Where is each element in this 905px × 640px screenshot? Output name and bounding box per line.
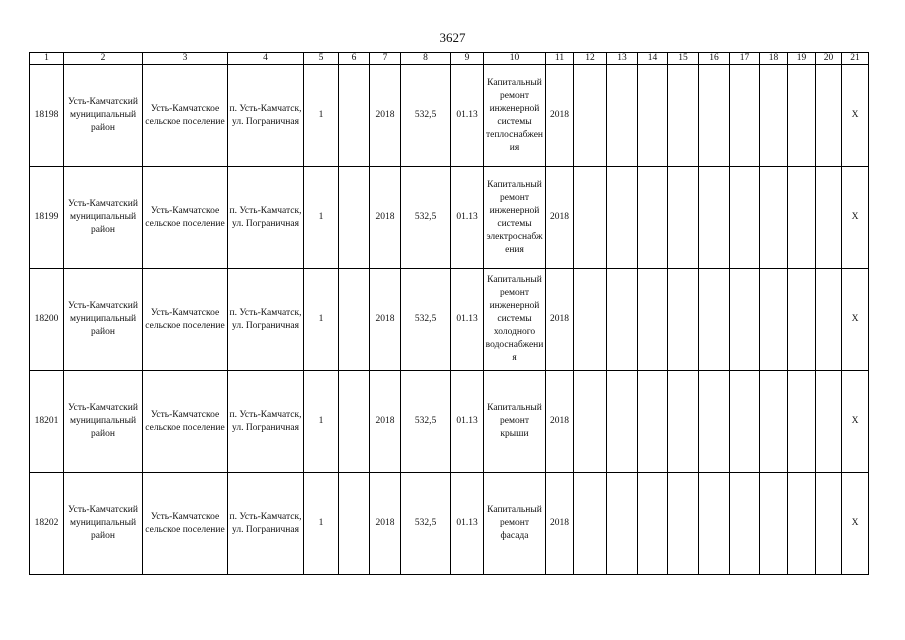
cell-col-5: 1 xyxy=(304,371,339,473)
cell-col-15 xyxy=(668,473,699,575)
cell-col-1: 18201 xyxy=(30,371,64,473)
cell-col-6 xyxy=(339,473,370,575)
cell-col-12 xyxy=(574,371,607,473)
table-row xyxy=(30,269,869,371)
cell-col-21: Х xyxy=(842,65,869,167)
cell-col-9: 01.13 xyxy=(451,167,484,269)
register-table xyxy=(29,52,869,575)
cell-col-6 xyxy=(339,269,370,371)
cell-col-21: Х xyxy=(842,167,869,269)
cell-col-19 xyxy=(788,371,816,473)
column-number-9: 9 xyxy=(451,53,484,65)
cell-col-14 xyxy=(638,473,668,575)
cell-col-13 xyxy=(607,269,638,371)
cell-col-18 xyxy=(760,371,788,473)
cell-col-6 xyxy=(339,167,370,269)
cell-col-5: 1 xyxy=(304,473,339,575)
column-number-13: 13 xyxy=(607,53,638,65)
cell-col-8: 532,5 xyxy=(401,65,451,167)
cell-col-19 xyxy=(788,65,816,167)
cell-col-1: 18202 xyxy=(30,473,64,575)
cell-col-2: Усть-Камчатский муниципальный район xyxy=(64,167,143,269)
cell-col-4: п. Усть-Камчатск, ул. Пограничная xyxy=(228,473,304,575)
cell-col-1: 18199 xyxy=(30,167,64,269)
column-number-8: 8 xyxy=(401,53,451,65)
cell-col-17 xyxy=(730,473,760,575)
cell-col-13 xyxy=(607,371,638,473)
cell-col-18 xyxy=(760,65,788,167)
cell-col-16 xyxy=(699,371,730,473)
cell-col-10: Капитальный ремонт фасада xyxy=(484,473,546,575)
cell-col-14 xyxy=(638,167,668,269)
cell-col-16 xyxy=(699,167,730,269)
cell-col-11: 2018 xyxy=(546,473,574,575)
column-number-12: 12 xyxy=(574,53,607,65)
cell-col-9: 01.13 xyxy=(451,65,484,167)
column-number-6: 6 xyxy=(339,53,370,65)
column-number-2: 2 xyxy=(64,53,143,65)
column-number-1: 1 xyxy=(30,53,64,65)
cell-col-10: Капитальный ремонт крыши xyxy=(484,371,546,473)
cell-col-14 xyxy=(638,269,668,371)
cell-col-9: 01.13 xyxy=(451,371,484,473)
cell-col-15 xyxy=(668,371,699,473)
column-number-11: 11 xyxy=(546,53,574,65)
cell-col-14 xyxy=(638,65,668,167)
cell-col-2: Усть-Камчатский муниципальный район xyxy=(64,269,143,371)
cell-col-20 xyxy=(816,473,842,575)
column-number-4: 4 xyxy=(228,53,304,65)
cell-col-5: 1 xyxy=(304,167,339,269)
cell-col-2: Усть-Камчатский муниципальный район xyxy=(64,65,143,167)
cell-col-20 xyxy=(816,269,842,371)
cell-col-8: 532,5 xyxy=(401,473,451,575)
column-number-19: 19 xyxy=(788,53,816,65)
cell-col-20 xyxy=(816,167,842,269)
page-number: 3627 xyxy=(439,30,466,45)
cell-col-8: 532,5 xyxy=(401,269,451,371)
column-number-3: 3 xyxy=(143,53,228,65)
cell-col-9: 01.13 xyxy=(451,473,484,575)
cell-col-7: 2018 xyxy=(370,473,401,575)
column-number-14: 14 xyxy=(638,53,668,65)
cell-col-20 xyxy=(816,371,842,473)
cell-col-7: 2018 xyxy=(370,65,401,167)
cell-col-4: п. Усть-Камчатск, ул. Пограничная xyxy=(228,371,304,473)
cell-col-10: Капитальный ремонт инженерной системы холодного водоснабжения xyxy=(484,269,546,371)
cell-col-12 xyxy=(574,167,607,269)
table-row xyxy=(30,167,869,269)
table-row xyxy=(30,473,869,575)
cell-col-20 xyxy=(816,65,842,167)
cell-col-4: п. Усть-Камчатск, ул. Пограничная xyxy=(228,167,304,269)
cell-col-15 xyxy=(668,167,699,269)
cell-col-1: 18198 xyxy=(30,65,64,167)
column-number-10: 10 xyxy=(484,53,546,65)
table-row xyxy=(30,371,869,473)
cell-col-10: Капитальный ремонт инженерной системы электроснабжения xyxy=(484,167,546,269)
cell-col-4: п. Усть-Камчатск, ул. Пограничная xyxy=(228,269,304,371)
cell-col-12 xyxy=(574,473,607,575)
column-number-16: 16 xyxy=(699,53,730,65)
column-number-5: 5 xyxy=(304,53,339,65)
cell-col-21: Х xyxy=(842,371,869,473)
cell-col-9: 01.13 xyxy=(451,269,484,371)
column-number-7: 7 xyxy=(370,53,401,65)
cell-col-11: 2018 xyxy=(546,167,574,269)
cell-col-5: 1 xyxy=(304,65,339,167)
cell-col-16 xyxy=(699,473,730,575)
column-number-17: 17 xyxy=(730,53,760,65)
cell-col-3: Усть-Камчатское сельское поселение xyxy=(143,473,228,575)
cell-col-15 xyxy=(668,269,699,371)
cell-col-17 xyxy=(730,65,760,167)
cell-col-16 xyxy=(699,269,730,371)
cell-col-19 xyxy=(788,167,816,269)
cell-col-21: Х xyxy=(842,269,869,371)
cell-col-15 xyxy=(668,65,699,167)
cell-col-13 xyxy=(607,167,638,269)
cell-col-3: Усть-Камчатское сельское поселение xyxy=(143,371,228,473)
cell-col-3: Усть-Камчатское сельское поселение xyxy=(143,269,228,371)
cell-col-5: 1 xyxy=(304,269,339,371)
cell-col-18 xyxy=(760,269,788,371)
cell-col-11: 2018 xyxy=(546,371,574,473)
cell-col-12 xyxy=(574,269,607,371)
cell-col-17 xyxy=(730,167,760,269)
cell-col-19 xyxy=(788,269,816,371)
cell-col-17 xyxy=(730,371,760,473)
cell-col-3: Усть-Камчатское сельское поселение xyxy=(143,167,228,269)
column-number-row xyxy=(30,53,869,65)
cell-col-13 xyxy=(607,473,638,575)
cell-col-13 xyxy=(607,65,638,167)
cell-col-17 xyxy=(730,269,760,371)
cell-col-18 xyxy=(760,473,788,575)
table-row xyxy=(30,65,869,167)
cell-col-7: 2018 xyxy=(370,167,401,269)
cell-col-18 xyxy=(760,167,788,269)
cell-col-16 xyxy=(699,65,730,167)
cell-col-11: 2018 xyxy=(546,65,574,167)
cell-col-19 xyxy=(788,473,816,575)
cell-col-3: Усть-Камчатское сельское поселение xyxy=(143,65,228,167)
cell-col-6 xyxy=(339,65,370,167)
cell-col-14 xyxy=(638,371,668,473)
cell-col-4: п. Усть-Камчатск, ул. Пограничная xyxy=(228,65,304,167)
cell-col-7: 2018 xyxy=(370,371,401,473)
cell-col-2: Усть-Камчатский муниципальный район xyxy=(64,473,143,575)
cell-col-12 xyxy=(574,65,607,167)
column-number-15: 15 xyxy=(668,53,699,65)
cell-col-8: 532,5 xyxy=(401,371,451,473)
cell-col-7: 2018 xyxy=(370,269,401,371)
cell-col-21: Х xyxy=(842,473,869,575)
column-number-18: 18 xyxy=(760,53,788,65)
cell-col-10: Капитальный ремонт инженерной системы теплоснабжения xyxy=(484,65,546,167)
cell-col-6 xyxy=(339,371,370,473)
cell-col-1: 18200 xyxy=(30,269,64,371)
column-number-21: 21 xyxy=(842,53,869,65)
cell-col-11: 2018 xyxy=(546,269,574,371)
cell-col-8: 532,5 xyxy=(401,167,451,269)
column-number-20: 20 xyxy=(816,53,842,65)
cell-col-2: Усть-Камчатский муниципальный район xyxy=(64,371,143,473)
